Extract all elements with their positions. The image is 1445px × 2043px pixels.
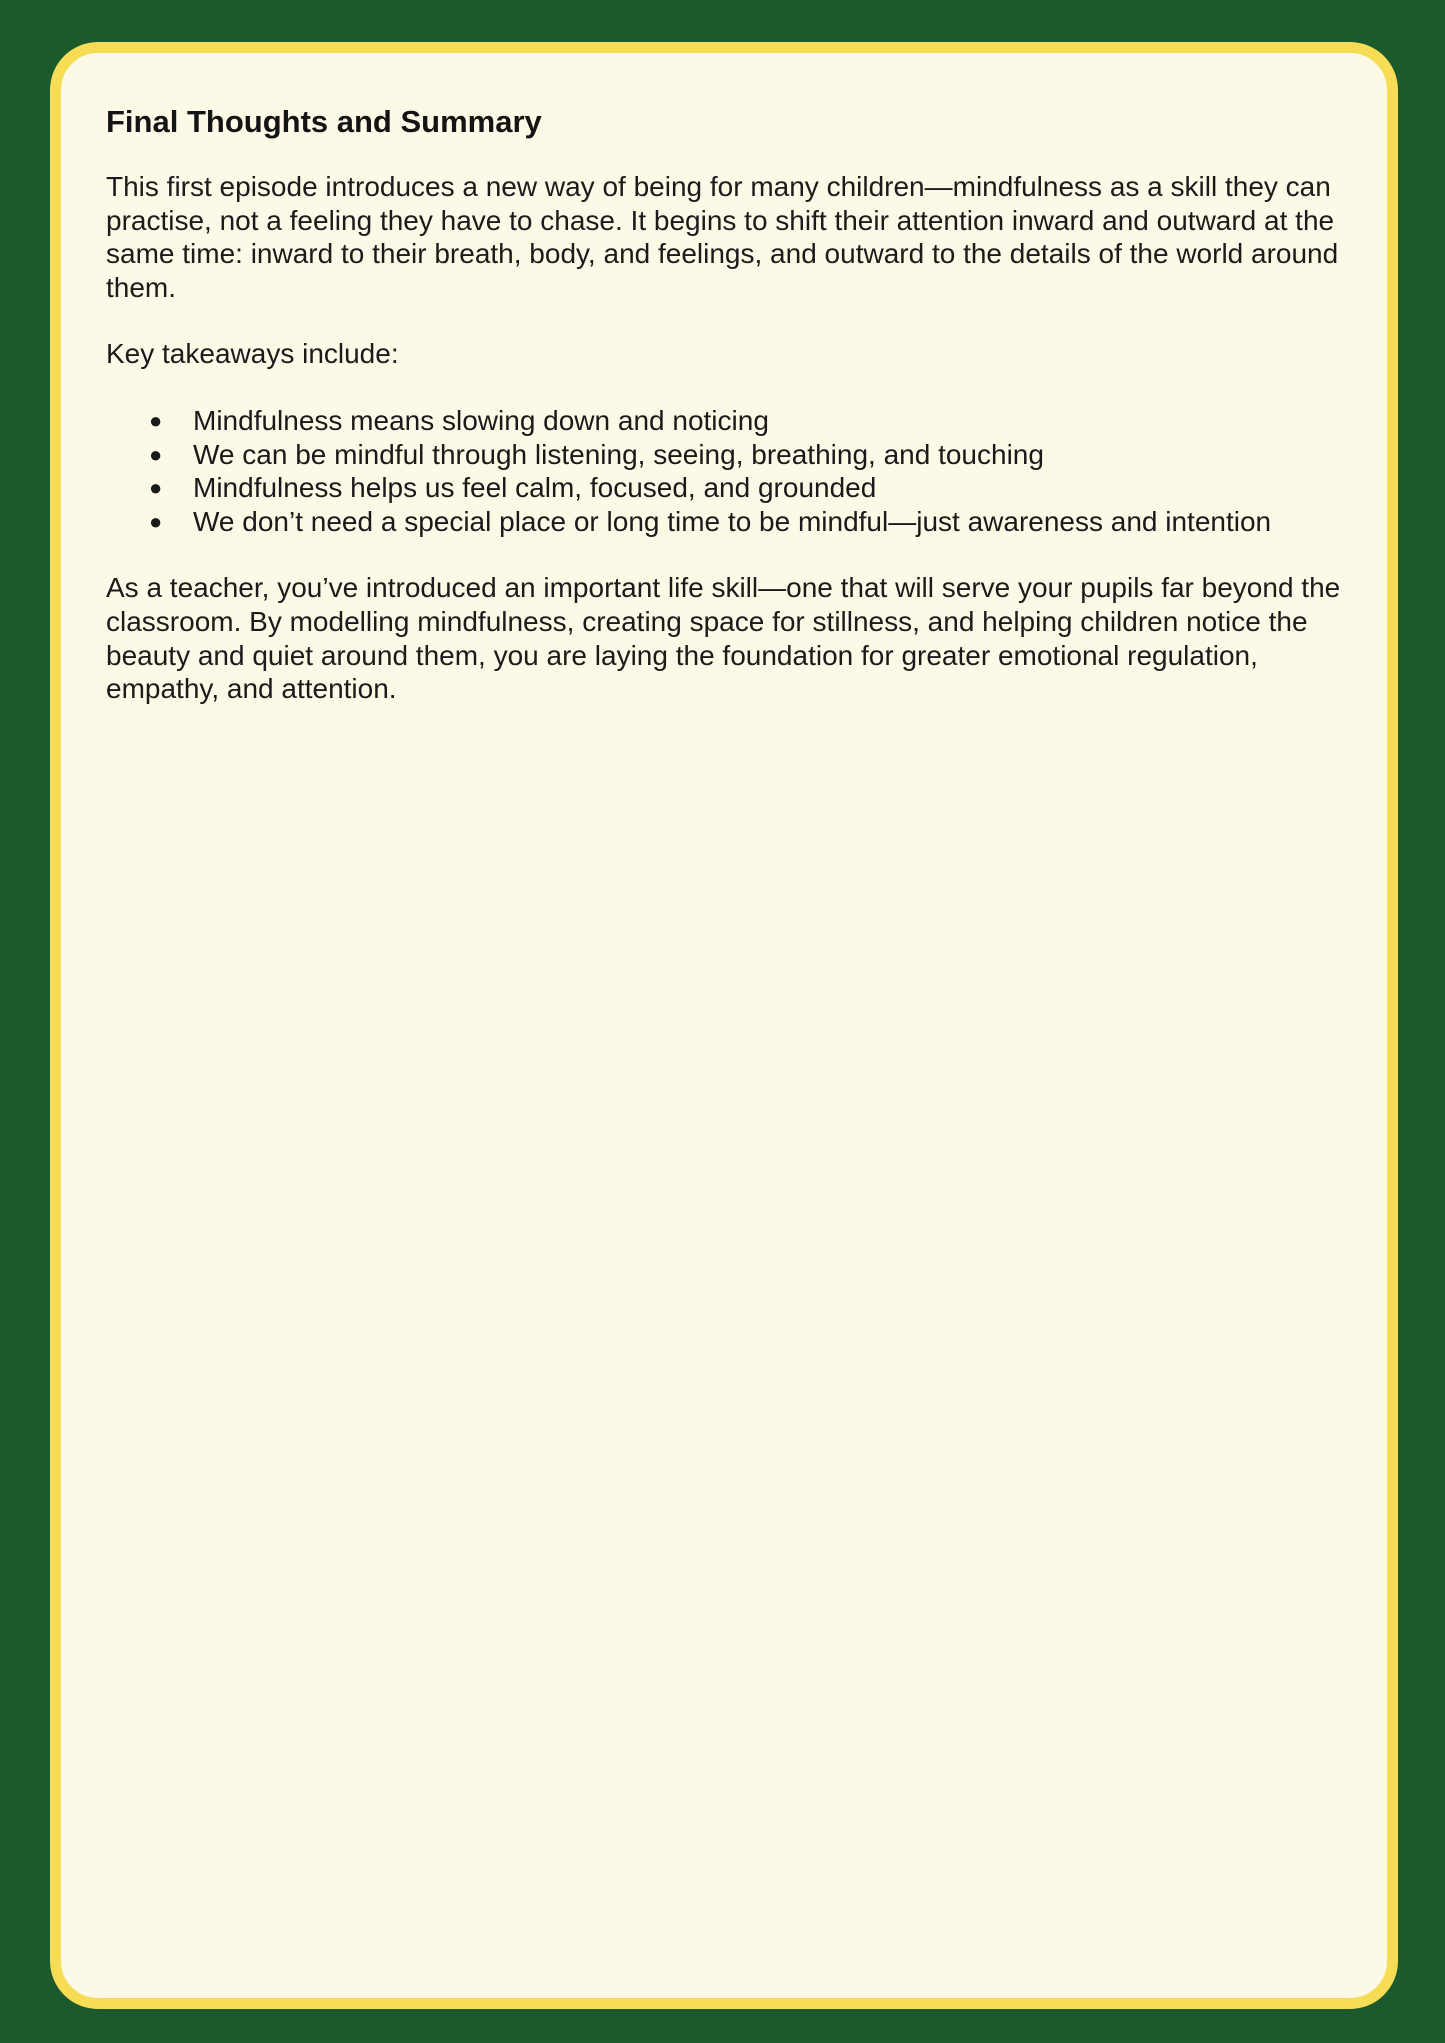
bullet-icon: ●	[149, 441, 163, 467]
bullet-icon: ●	[149, 475, 163, 501]
list-item-text: Mindfulness means slowing down and noticing	[193, 404, 769, 436]
list-item-text: We don’t need a special place or long time to be mindful—just awareness and intention	[193, 505, 1272, 537]
closing-paragraph: As a teacher, you’ve introduced an important life skill—one that will serve your pupils far beyond the classroom. By modelling mindfulness, creating space for stillness, and helping children notice the beauty and quiet around them, you are laying the foundation for greater emotional regulation, empathy, and attention.	[106, 572, 1341, 705]
list-item	[106, 438, 1366, 472]
page-content	[106, 103, 1366, 739]
bullet-icon: ●	[149, 508, 163, 534]
list-item	[106, 505, 1366, 539]
page-title: Final Thoughts and Summary	[106, 104, 542, 139]
list-item-text: Mindfulness helps us feel calm, focused, and grounded	[193, 472, 877, 504]
page-card	[50, 42, 1398, 2009]
intro-paragraph: This first episode introduces a new way of being for many children—mindfulness as a skill they can practise, not a feeling they have to chase. It begins to shift their attention inward and outward at the same time: inward to their breath, body, and feelings, and outward to the details of the world around them.	[106, 171, 1339, 303]
list-item	[106, 471, 1366, 505]
list-item-text: We can be mindful through listening, seeing, breathing, and touching	[193, 438, 1044, 470]
bullet-icon: ●	[149, 407, 163, 433]
list-item	[106, 404, 1366, 438]
takeaways-list	[106, 404, 1366, 538]
takeaways-label: Key takeaways include:	[106, 338, 399, 370]
